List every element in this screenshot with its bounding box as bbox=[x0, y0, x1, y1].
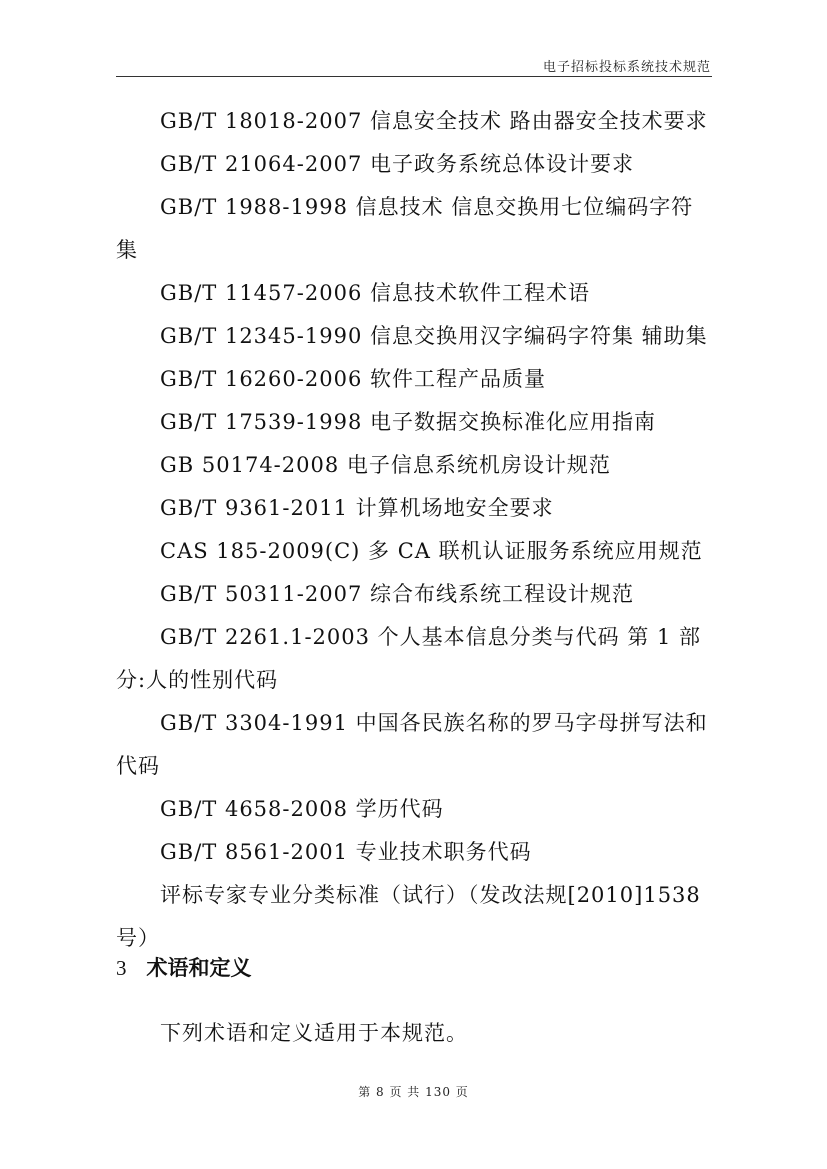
reference-list bbox=[116, 100, 712, 960]
reference-item: GB/T 21064-2007 电子政务系统总体设计要求 bbox=[160, 152, 634, 176]
section-number: 3 bbox=[116, 956, 127, 980]
running-header: 电子招标投标系统技术规范 bbox=[542, 60, 711, 75]
reference-item: GB/T 4658-2008 学历代码 bbox=[160, 797, 444, 821]
reference-item: GB/T 17539-1998 电子数据交换标准化应用指南 bbox=[160, 410, 656, 434]
reference-item: 评标专家专业分类标准（试行）（发改法规[2010]1538号） bbox=[116, 883, 701, 950]
reference-item: GB/T 11457-2006 信息技术软件工程术语 bbox=[160, 281, 590, 305]
reference-item: GB/T 3304-1991 中国各民族名称的罗马字母拼写法和代码 bbox=[116, 711, 708, 778]
reference-item: GB/T 1988-1998 信息技术 信息交换用七位编码字符集 bbox=[116, 195, 694, 262]
reference-item: GB/T 9361-2011 计算机场地安全要求 bbox=[160, 496, 554, 520]
reference-item: GB 50174-2008 电子信息系统机房设计规范 bbox=[160, 453, 611, 477]
reference-item: GB/T 2261.1-2003 个人基本信息分类与代码 第 1 部分:人的性别代码 bbox=[116, 625, 702, 692]
reference-item: GB/T 16260-2006 软件工程产品质量 bbox=[160, 367, 546, 391]
header-rule bbox=[116, 76, 712, 77]
reference-item: GB/T 12345-1990 信息交换用汉字编码字符集 辅助集 bbox=[160, 324, 708, 348]
section-title: 术语和定义 bbox=[146, 956, 252, 980]
section-heading bbox=[116, 950, 252, 986]
reference-item: GB/T 8561-2001 专业技术职务代码 bbox=[160, 840, 532, 864]
section-intro: 下列术语和定义适用于本规范。 bbox=[160, 1021, 468, 1045]
page-footer: 第 8 页 共 130 页 bbox=[358, 1085, 469, 1099]
reference-item: GB/T 50311-2007 综合布线系统工程设计规范 bbox=[160, 582, 634, 606]
reference-item: GB/T 18018-2007 信息安全技术 路由器安全技术要求 bbox=[160, 109, 708, 133]
reference-item: CAS 185-2009(C) 多 CA 联机认证服务系统应用规范 bbox=[160, 539, 703, 563]
